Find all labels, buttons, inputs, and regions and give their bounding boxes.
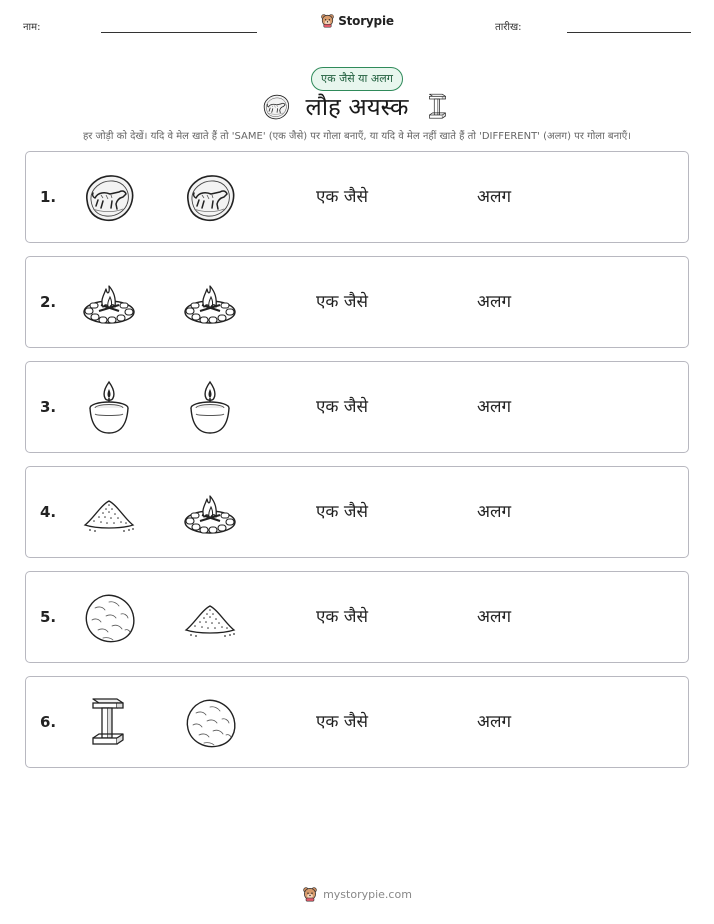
question-row xyxy=(25,151,689,243)
same-option[interactable]: एक जैसे xyxy=(316,607,368,627)
question-row xyxy=(25,571,689,663)
campfire-icon xyxy=(180,273,240,333)
name-field-line[interactable] xyxy=(101,32,257,33)
different-option[interactable]: अलग xyxy=(477,607,512,627)
instructions: हर जोड़ी को देखें। यदि वे मेल खाते हैं तो 'SAME' (एक जैसे) पर गोला बनाएँ, या यदि वे मेल नहीं खाते हैं तो 'DIFFERENT' (अलग) पर गोला बनाएँ। xyxy=(82,131,632,142)
question-number: 3. xyxy=(40,398,57,416)
oil-lamp-icon xyxy=(79,378,139,438)
different-option[interactable]: अलग xyxy=(477,187,512,207)
bear-mascot-icon xyxy=(320,13,335,28)
title-row xyxy=(0,90,714,123)
question-row xyxy=(25,466,689,558)
question-number: 6. xyxy=(40,713,57,731)
fossil-stone-icon xyxy=(260,91,292,123)
question-row xyxy=(25,256,689,348)
brand-logo xyxy=(0,13,714,28)
campfire-icon xyxy=(180,483,240,543)
steel-i-beam-icon xyxy=(422,91,454,123)
same-option[interactable]: एक जैसे xyxy=(316,712,368,732)
date-field-line[interactable] xyxy=(567,32,691,33)
question-number: 2. xyxy=(40,293,57,311)
campfire-icon xyxy=(79,273,139,333)
footer-url[interactable]: mystorypie.com xyxy=(323,887,412,901)
page-title: लौह अयस्क xyxy=(305,93,409,121)
brand-name: Storypie xyxy=(338,13,394,28)
different-option[interactable]: अलग xyxy=(477,397,512,417)
question-row xyxy=(25,676,689,768)
question-number: 1. xyxy=(40,188,57,206)
same-option[interactable]: एक जैसे xyxy=(316,292,368,312)
same-option[interactable]: एक जैसे xyxy=(316,502,368,522)
fossil-stone-icon xyxy=(180,168,240,228)
different-option[interactable]: अलग xyxy=(477,292,512,312)
fossil-stone-icon xyxy=(79,168,139,228)
footer xyxy=(0,886,714,902)
same-option[interactable]: एक जैसे xyxy=(316,397,368,417)
same-option[interactable]: एक जैसे xyxy=(316,187,368,207)
question-number: 5. xyxy=(40,608,57,626)
sand-pile-icon xyxy=(180,588,240,648)
different-option[interactable]: अलग xyxy=(477,712,512,732)
question-row xyxy=(25,361,689,453)
rock-icon xyxy=(79,588,139,648)
different-option[interactable]: अलग xyxy=(477,502,512,522)
date-label: तारीख: xyxy=(495,22,522,33)
sand-pile-icon xyxy=(79,483,139,543)
bear-mascot-icon xyxy=(302,886,318,902)
question-number: 4. xyxy=(40,503,57,521)
worksheet-type-badge: एक जैसे या अलग xyxy=(311,67,403,91)
steel-i-beam-icon xyxy=(79,693,139,753)
name-label: नाम: xyxy=(23,22,41,33)
oil-lamp-icon xyxy=(180,378,240,438)
rock-icon xyxy=(180,693,240,753)
